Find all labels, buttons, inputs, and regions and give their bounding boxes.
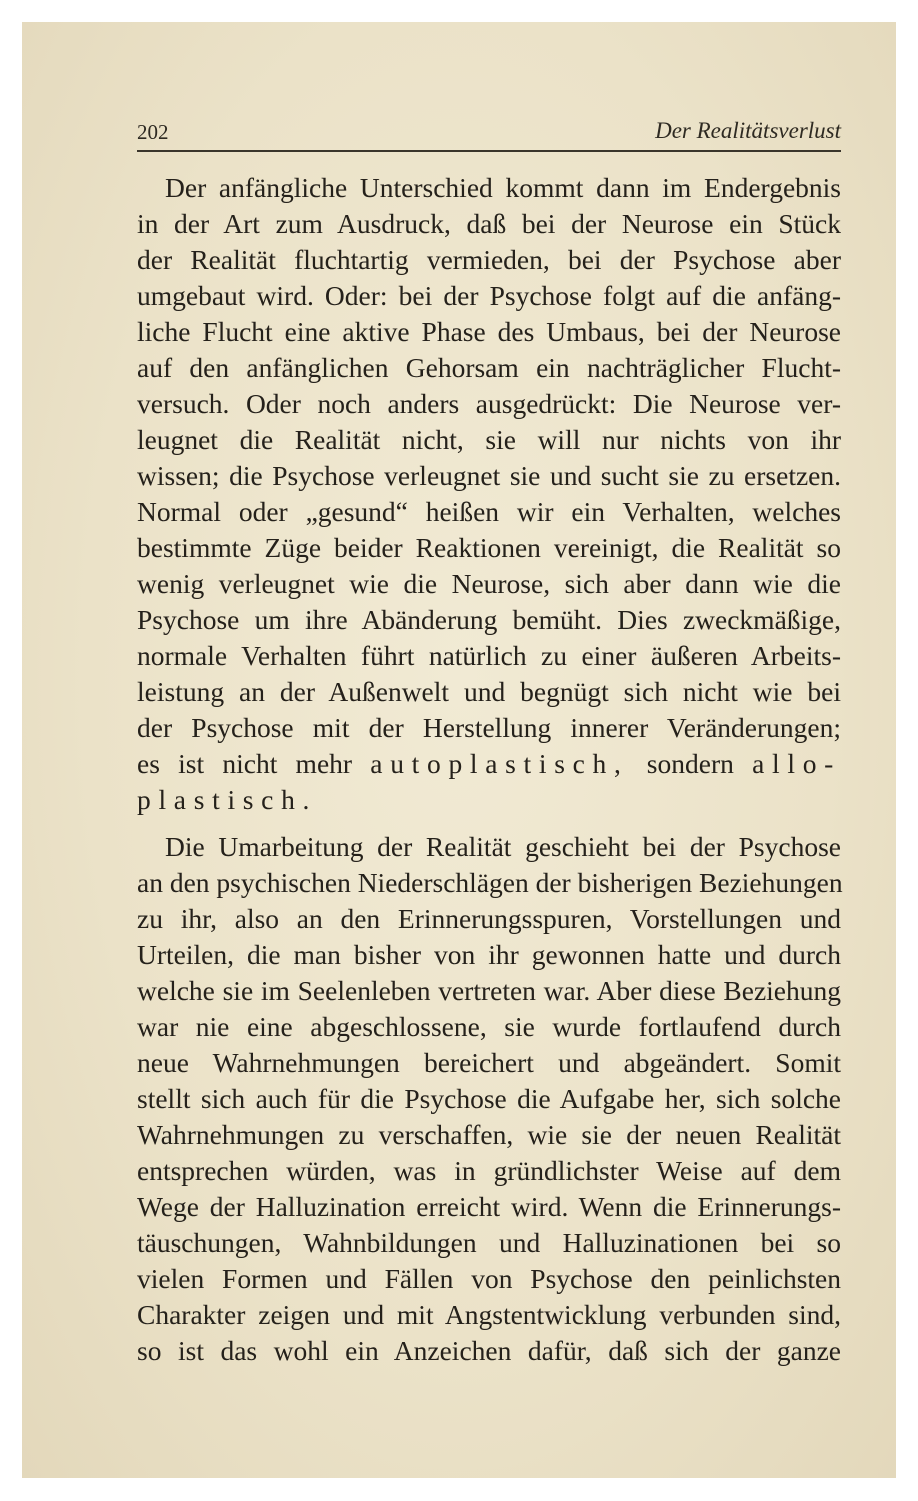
text-line: Die Umarbeitung der Realität geschieht bei der Psychose [165, 831, 841, 862]
text-line: der Psychose mit der Herstellung innerer Veränderungen; [137, 712, 841, 743]
text-line: Charakter zeigen und mit Angstentwicklung verbunden sind, [137, 1299, 841, 1330]
text-line: der Realität fluchtartig vermieden, bei der Psychose aber [137, 244, 841, 275]
text-line: neue Wahrnehmungen bereichert und abgeändert. Somit [137, 1047, 841, 1078]
text-line: entsprechen würden, was in gründlichster Weise auf dem [137, 1155, 841, 1186]
spaced-emphasis: plastisch. [137, 784, 318, 815]
paragraph-gap [137, 818, 841, 829]
text-line: welche sie im Seelenleben vertreten war. Aber diese Beziehung [137, 975, 841, 1006]
text-line: umgebaut wird. Oder: bei der Psychose folgt auf die anfäng- [137, 280, 841, 311]
text-line: an den psychischen Niederschlägen der bisherigen Beziehungen [137, 867, 843, 898]
body-text [137, 170, 841, 1369]
text-line: Urteilen, die man bisher von ihr gewonnen hatte und durch [137, 939, 841, 970]
page-number: 202 [137, 120, 169, 144]
text-line: leistung an der Außenwelt und begnügt sich nicht wie bei [137, 676, 841, 707]
text-line [137, 782, 841, 818]
text-line: Wahrnehmungen zu verschaffen, wie sie der neuen Realität [137, 1119, 841, 1150]
text-line: vielen Formen und Fällen von Psychose den peinlichsten [137, 1263, 841, 1294]
text-line: wissen; die Psychose verleugnet sie und sucht sie zu ersetzen. [137, 460, 841, 491]
text-line: Der anfängliche Unterschied kommt dann im Endergebnis [165, 172, 841, 203]
running-title: Der Realitätsverlust [655, 118, 841, 143]
text-line: bestimmte Züge beider Reaktionen vereinigt, die Realität so [137, 532, 841, 563]
text-line: Normal oder „gesund“ heißen wir ein Verhalten, welches [137, 496, 841, 527]
text-line: Wege der Halluzination erreicht wird. Wenn die Erinnerungs- [137, 1191, 841, 1222]
text-line: zu ihr, also an den Erinnerungsspuren, Vorstellungen und [137, 903, 841, 934]
text-line: normale Verhalten führt natürlich zu einer äußeren Arbeits- [137, 640, 841, 671]
text-line: so ist das wohl ein Anzeichen dafür, daß sich der ganze [137, 1335, 841, 1366]
text-line: wenig verleugnet wie die Neurose, sich aber dann wie die [137, 568, 841, 599]
text-segment: sondern [646, 748, 734, 779]
text-line: leugnet die Realität nicht, sie will nur nichts von ihr [137, 424, 841, 455]
text-line: Psychose um ihre Abänderung bemüht. Dies zweckmäßige, [137, 604, 841, 635]
text-line: stellt sich auch für die Psychose die Aufgabe her, sich solche [137, 1083, 841, 1114]
text-line: auf den anfänglichen Gehorsam ein nachträglicher Flucht- [137, 352, 841, 383]
text-line: versuch. Oder noch anders ausgedrückt: Die Neurose ver- [137, 388, 841, 419]
text-line: war nie eine abgeschlossene, sie wurde fortlaufend durch [137, 1011, 841, 1042]
text-line [137, 746, 841, 782]
header-rule [137, 150, 841, 152]
text-segment: es ist nicht mehr [137, 748, 353, 779]
spaced-emphasis: autoplastisch, [370, 748, 629, 779]
text-line: liche Flucht eine aktive Phase des Umbaus, bei der Neurose [137, 316, 841, 347]
running-head [137, 116, 841, 146]
text-line: in der Art zum Ausdruck, daß bei der Neurose ein Stück [137, 208, 841, 239]
text-line: täuschungen, Wahnbildungen und Halluzinationen bei so [137, 1227, 841, 1258]
spaced-emphasis: allo- [752, 748, 842, 779]
